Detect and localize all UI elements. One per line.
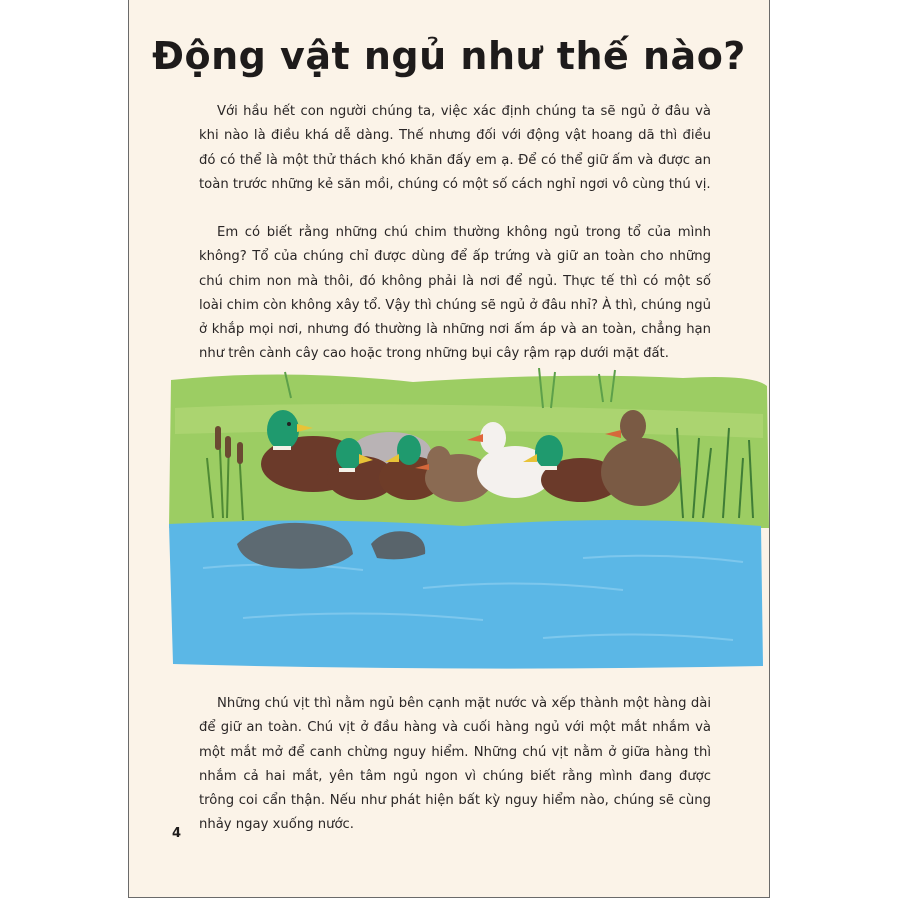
paragraph-intro: Với hầu hết con người chúng ta, việc xác định chúng ta sẽ ngủ ở đâu và khi nào là điều khá dễ dàng. Thế nhưng đối với động vật hoang dã thì điều đó có thể là một thử thách khó khăn đấy em ạ. Để có thể giữ ấm và được an toàn trước những kẻ săn mồi, chúng có một số cách nghỉ ngơi vô cùng thú vị. [199, 104, 711, 192]
cattail-1 [215, 426, 221, 450]
cattail-2 [225, 436, 231, 458]
paragraph-birds: Em có biết rằng những chú chim thường không ngủ trong tổ của mình không? Tổ của chúng chỉ được dùng để ấp trứng và giữ an toàn cho những chú chim non mà thôi, đó không phải là nơi để ngủ. Thực tế thì có một số loài chim còn không xây tổ. Vậy thì chúng sẽ ngủ ở đâu nhỉ? À thì, chúng ngủ ở khắp mọi nơi, nhưng đó thường là những nơi ấm áp và an toàn, chẳng hạn như trên cành cây cao hoặc trong những bụi cây rậm rạp dưới mặt đất. [199, 225, 711, 362]
ducks-illustration [163, 368, 775, 674]
page-title: Động vật ngủ như thế nào? [152, 34, 746, 78]
cattail-3 [237, 442, 243, 464]
page-number: 4 [172, 826, 182, 841]
book-page [128, 0, 770, 898]
paragraph-ducks: Những chú vịt thì nằm ngủ bên cạnh mặt nước và xếp thành một hàng dài để giữ an toàn. Chú vịt ở đầu hàng và cuối hàng ngủ với một mắt nhắm và một mắt mở để canh chừng nguy hiểm. Những chú vịt nằm ở giữa hàng thì nhắm cả hai mắt, yên tâm ngủ ngon vì chúng biết rằng mình đang được trông coi cẩn thận. Nếu như phát hiện bất kỳ nguy hiểm nào, chúng sẽ cùng nhảy ngay xuống nước. [199, 696, 711, 833]
